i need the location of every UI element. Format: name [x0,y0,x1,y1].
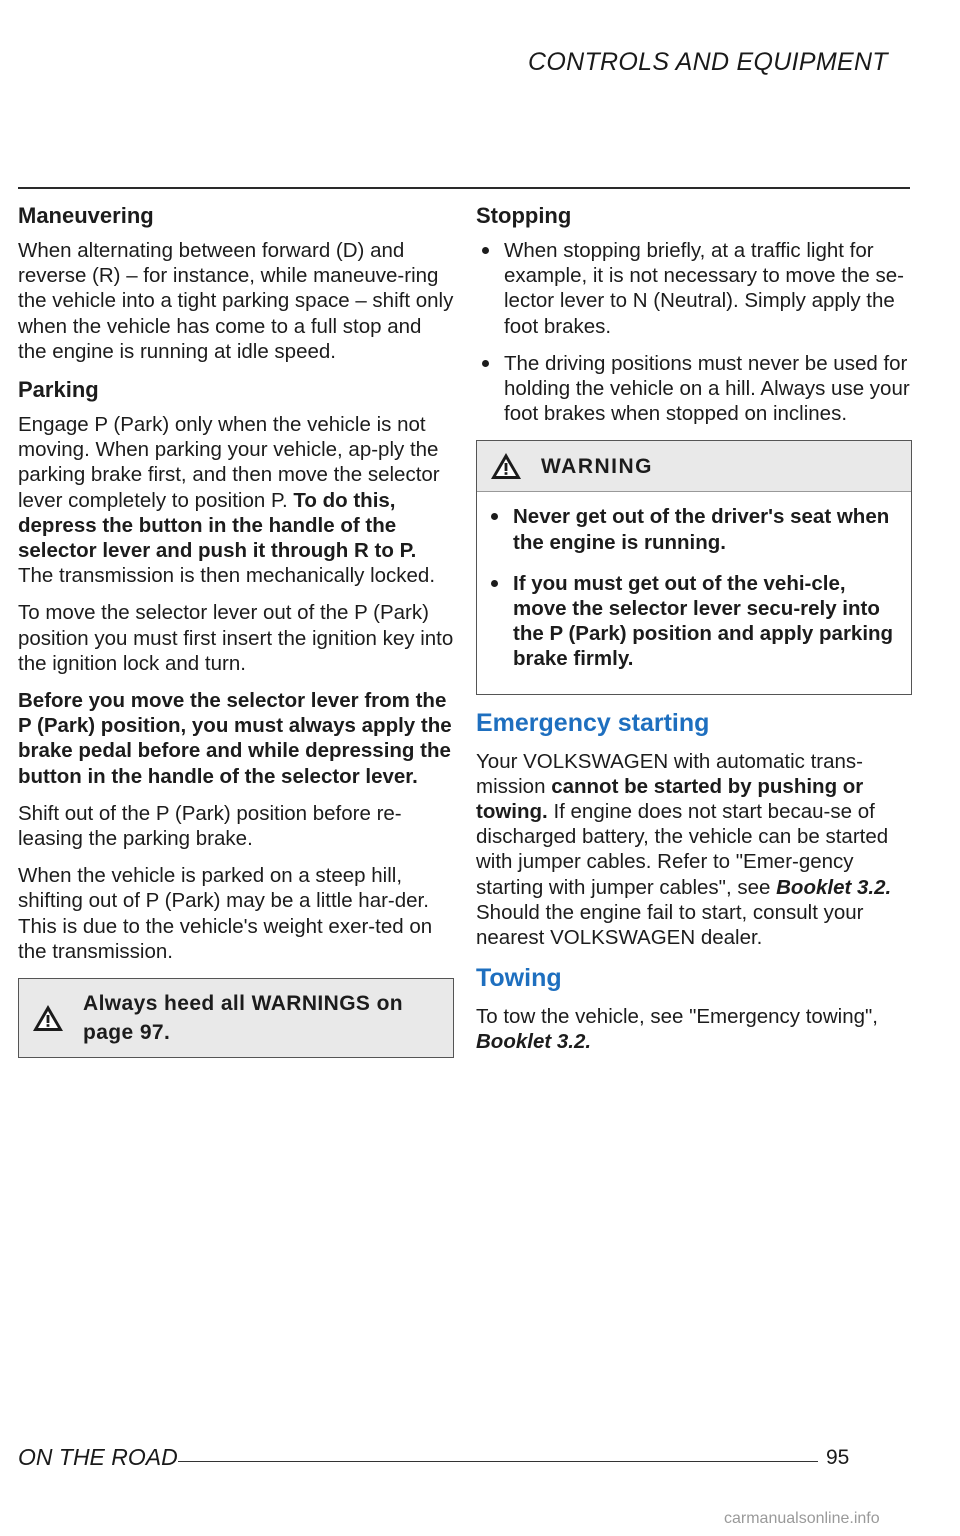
emergency-p1-text: Your VOLKSWAGEN with automatic trans-mission [476,749,863,798]
footer-rule [178,1461,818,1462]
header-rule [18,187,910,189]
parking-paragraph-5: When the vehicle is parked on a steep hill, shifting out of P (Park) may be a little har-der. This is due to the vehicle's weight exer-ted on the transmission. [18,864,433,963]
stopping-heading: Stopping [476,203,572,228]
maneuvering-paragraph: When alternating between forward (D) and reverse (R) – for instance, while maneuve-ring the vehicle into a tight parking space – shift only when the vehicle has come to a full stop and the engine is running at idle speed. [18,239,454,363]
parking-heading: Parking [18,377,99,403]
note-box-head [19,979,453,1057]
warning-box [476,440,912,694]
watermark-text: carmanualsonline.info [724,1510,880,1527]
towing-booklet-ref: Booklet 3.2. [476,1030,592,1054]
warnings-note-box [18,978,454,1058]
page-number: 95 [826,1446,850,1469]
stopping-bullet-2: The driving positions must never be used for holding the vehicle on a hill. Always use your foot brakes when stopped on inclines. [476,351,912,427]
emergency-p1-text-c: Should the engine fail to start, consult your nearest VOLKSWAGEN dealer. [476,900,864,950]
page-header-title: CONTROLS AND EQUIPMENT [528,48,888,76]
parking-paragraph-4: Shift out of the P (Park) position before re-leasing the parking brake. [18,801,402,851]
stopping-bullet-1: When stopping briefly, at a traffic light for example, it is not necessary to move the se-lector lever to N (Neutral). Simply apply the foot brakes. [476,238,912,339]
parking-p1-bold: To do this, depress the button in the handle of the selector lever and push it through R to P. [18,488,417,563]
parking-p1-text-b: The transmission is then mechanically locked. [18,564,436,588]
warning-box-body [477,491,911,693]
right-column [476,196,912,1067]
emergency-starting-heading: Emergency starting [476,708,710,737]
towing-heading: Towing [476,964,562,993]
emergency-p1-bold: cannot be started by pushing or towing. [476,774,864,824]
warning-box-title: WARNING [541,454,653,478]
emergency-p1-text-b: If engine does not start becau-se of discharged battery, the vehicle can be started with jumper cables. Refer to "Emer-gency starting with jumper cables", see [476,800,889,899]
parking-paragraph-1 [18,412,454,588]
parking-paragraph-2: To move the selector lever out of the P (Park) position you must first insert the ignition key into the ignition lock and turn. [18,601,454,675]
warning-triangle-icon [31,1003,65,1033]
warning-bullet-2: If you must get out of the vehi-cle, move the selector lever secu-rely into the P (Park) position and apply parking brake firmly. [485,571,901,672]
warning-box-head [477,441,911,491]
emergency-starting-paragraph [476,749,912,951]
footer-section-title: ON THE ROAD [18,1444,178,1470]
maneuvering-heading: Maneuvering [18,203,154,228]
parking-p1-text: Engage P (Park) only when the vehicle is not moving. When parking your vehicle, ap-ply the parking brake first, and then move the selector lever completely to position P. [18,413,440,512]
warning-triangle-icon [489,451,523,481]
emergency-booklet-ref: Booklet 3.2. [776,875,892,899]
towing-p1-text: To tow the vehicle, see "Emergency towing", [476,1005,878,1029]
warning-bullet-1: Never get out of the driver's seat when the engine is running. [485,504,901,554]
left-column [18,196,454,1072]
parking-paragraph-3: Before you move the selector lever from the P (Park) position, you must always apply the brake pedal before and while depressing the button in the handle of the selector lever. [18,689,452,788]
towing-paragraph [476,1004,912,1054]
note-box-text: Always heed all WARNINGS on page 97. [83,992,404,1045]
